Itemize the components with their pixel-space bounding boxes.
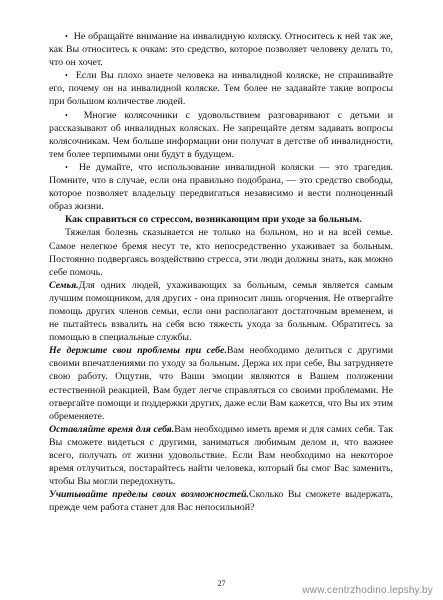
- section-text: Вам необходимо иметь время и для самих себя. Так Вы сможете видеться с другими, заниматься любимым делом и, что важнее всего, получать от жизни удовольствие. Если Вам необходимо на некоторое время отлучиться, постарайтесь найти человека, который бы смог Вас заменить, чтобы Вы могли передохнуть.: [49, 423, 393, 488]
- bullet-item: [49, 30, 393, 69]
- section-time-for-self: [49, 423, 393, 488]
- page-number: 27: [217, 579, 226, 588]
- bullet-dot-icon: •: [65, 162, 68, 172]
- section-text: Вам необходимо делиться с другими своими впечатлениями по уходу за больным. Держа их при себе, Вы затрудняете свою работу. Ощутив, что Ваши эмоции являются в Вашем положении естественной реакцией, Вам будет легче справляться со своими проблемами. Не отвергайте помощи и поддержки других, даже если Вам кажется, что Вы их этим обременяете.: [49, 345, 393, 422]
- bullet-item: [49, 69, 393, 108]
- intro-paragraph: Тяжелая болезнь сказывается не только на больном, но и на всей семье. Самое нелегкое бремя несут те, кто непосредственно ухаживает за больным. Постоянно подвергаясь воздействию стресса, эти люди должны знать, как можно себе помочь.: [49, 227, 393, 278]
- bullet-dot-icon: •: [65, 71, 68, 81]
- bullet-text: Если Вы плохо знаете человека на инвалидной коляске, не спрашивайте его, почему он на инвалидной коляске. Тем более не задавайте такие вопросы при большом количестве людей.: [49, 70, 394, 108]
- bullet-text: Не обращайте внимание на инвалидную коляску. Относитесь к ней так же, как Вы относитесь к очкам: это средство, которое позволяет человеку делать то, что он хочет.: [49, 31, 393, 69]
- bullet-text: Не думайте, что использование инвалидной коляски — это трагедия. Помните, что в случае, если она правильно подобрана, — это средство свободы, которое позволяет владельцу передвигаться независимо и вести полноценный образ жизни.: [49, 161, 393, 213]
- section-heading: Как справиться со стрессом, возникающим при уходе за больным.: [65, 214, 362, 226]
- section-share-problems: [49, 344, 393, 423]
- bullet-dot-icon: •: [65, 32, 68, 41]
- section-text: Для одних людей, ухаживающих за больным, семья является самым лучшим помощником, для других - она приносит лишь огорчения. Не отвергайте помощь других членов семьи, если они располагают достаточным временем, и не пытайтесь взвалить на себя всю тяжесть ухода за больным. Обратитесь за помощью в специальные службы.: [49, 279, 393, 344]
- section-family: [49, 279, 393, 344]
- bullet-text: Многие колясочники с удовольствием разговаривают с детьми и рассказывают об инвалидных колясках. Не запрещайте детям задавать вопросы колясочникам. Чем больше информации они получат в детстве об инвалидности, тем более терпимыми они будут в будущем.: [49, 109, 393, 160]
- section-title: Не держите свои проблемы при себе.: [49, 345, 227, 357]
- section-text: Сколько Вы сможете выдержать, прежде чем работа станет для Вас непосильной?: [49, 489, 393, 514]
- section-title: Оставляйте время для себя.: [49, 423, 175, 435]
- bullet-dot-icon: •: [65, 110, 68, 120]
- section-title: Семья.: [49, 279, 79, 291]
- section-limits: [49, 488, 393, 514]
- bullet-item: [49, 161, 393, 213]
- document-page: [49, 30, 393, 514]
- section-title: Учитывайте пределы своих возможностей.: [49, 489, 250, 501]
- bullet-item: [49, 109, 393, 161]
- watermark-url: www.centrzhodino.lepshy.by: [302, 585, 433, 596]
